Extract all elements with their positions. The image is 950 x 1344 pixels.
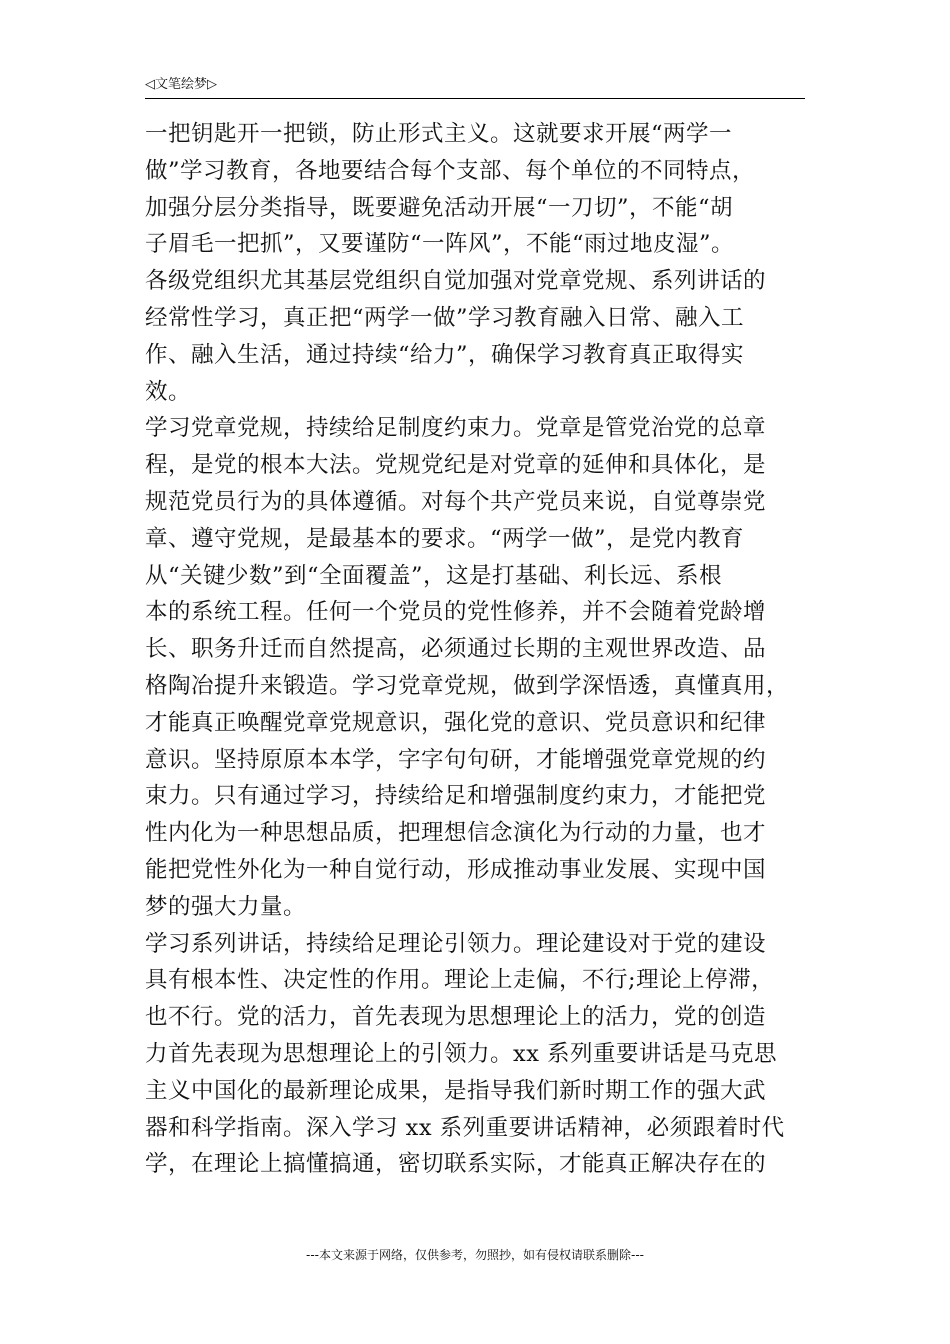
text-line: 学习党章党规，持续给足制度约束力。党章是管党治党的总章	[145, 415, 767, 442]
text-line: 子眉毛一把抓”，又要谨防“一阵风”，不能“雨过地皮湿”。	[145, 231, 735, 258]
text-line: 本的系统工程。任何一个党员的党性修养，并不会随着党龄增	[145, 599, 767, 626]
text-line: 意识。坚持原原本本学，字字句句研，才能增强党章党规的约	[145, 746, 767, 773]
text-line: 学，在理论上搞懂搞通，密切联系实际，才能真正解决存在的	[145, 1151, 767, 1178]
text-line: 学习系列讲话，持续给足理论引领力。理论建设对于党的建设	[145, 930, 767, 957]
text-line: 程，是党的根本大法。党规党纪是对党章的延伸和具体化，是	[145, 452, 767, 479]
text-line: 也不行。党的活力，首先表现为思想理论上的活力，党的创造	[145, 1004, 767, 1031]
page-header	[145, 74, 805, 99]
text-line: 具有根本性、决定性的作用。理论上走偏，不行;理论上停滞，	[145, 967, 775, 994]
text-line: 性内化为一种思想品质，把理想信念演化为行动的力量，也才	[145, 820, 767, 847]
text-line: 一把钥匙开一把锁，防止形式主义。这就要求开展“两学一	[145, 121, 733, 147]
header-title: ◁文笔绘梦▷	[145, 77, 217, 92]
text-line: 器和科学指南。深入学习 xx 系列重要讲话精神，必须跟着时代	[145, 1114, 785, 1141]
text-line: 梦的强大力量。	[145, 893, 307, 920]
text-line: 主义中国化的最新理论成果，是指导我们新时期工作的强大武	[145, 1077, 767, 1104]
footer-disclaimer: ---本文来源于网络，仅供参考，勿照抄，如有侵权请联系删除---	[306, 1248, 644, 1262]
text-line: 才能真正唤醒党章党规意识，强化党的意识、党员意识和纪律	[145, 709, 767, 736]
text-line: 各级党组织尤其基层党组织自觉加强对党章党规、系列讲话的	[145, 268, 767, 295]
text-line: 长、职务升迁而自然提高，必须通过长期的主观世界改造、品	[145, 636, 767, 663]
text-line: 规范党员行为的具体遵循。对每个共产党员来说，自觉尊崇党	[145, 488, 767, 515]
text-line: 格陶冶提升来锻造。学习党章党规，做到学深悟透，真懂真用，	[145, 672, 790, 699]
text-line: 做”学习教育，各地要结合每个支部、每个单位的不同特点，	[145, 157, 756, 184]
text-line: 力首先表现为思想理论上的引领力。xx 系列重要讲话是马克思	[145, 1040, 778, 1067]
text-line: 加强分层分类指导，既要避免活动开展“一刀切”，不能“胡	[145, 194, 734, 221]
text-line: 从“关键少数”到“全面覆盖”，这是打基础、利长远、系根	[145, 562, 723, 589]
body-text	[145, 116, 809, 1183]
text-line: 效。	[145, 378, 192, 405]
text-line: 经常性学习，真正把“两学一做”学习教育融入日常、融入工	[145, 304, 745, 331]
text-line: 作、融入生活，通过持续“给力”，确保学习教育真正取得实	[145, 341, 745, 368]
text-line: 能把党性外化为一种自觉行动，形成推动事业发展、实现中国	[145, 856, 767, 883]
text-line: 章、遵守党规，是最基本的要求。“两学一做”，是党内教育	[145, 525, 745, 552]
text-line: 束力。只有通过学习，持续给足和增强制度约束力，才能把党	[145, 783, 767, 810]
